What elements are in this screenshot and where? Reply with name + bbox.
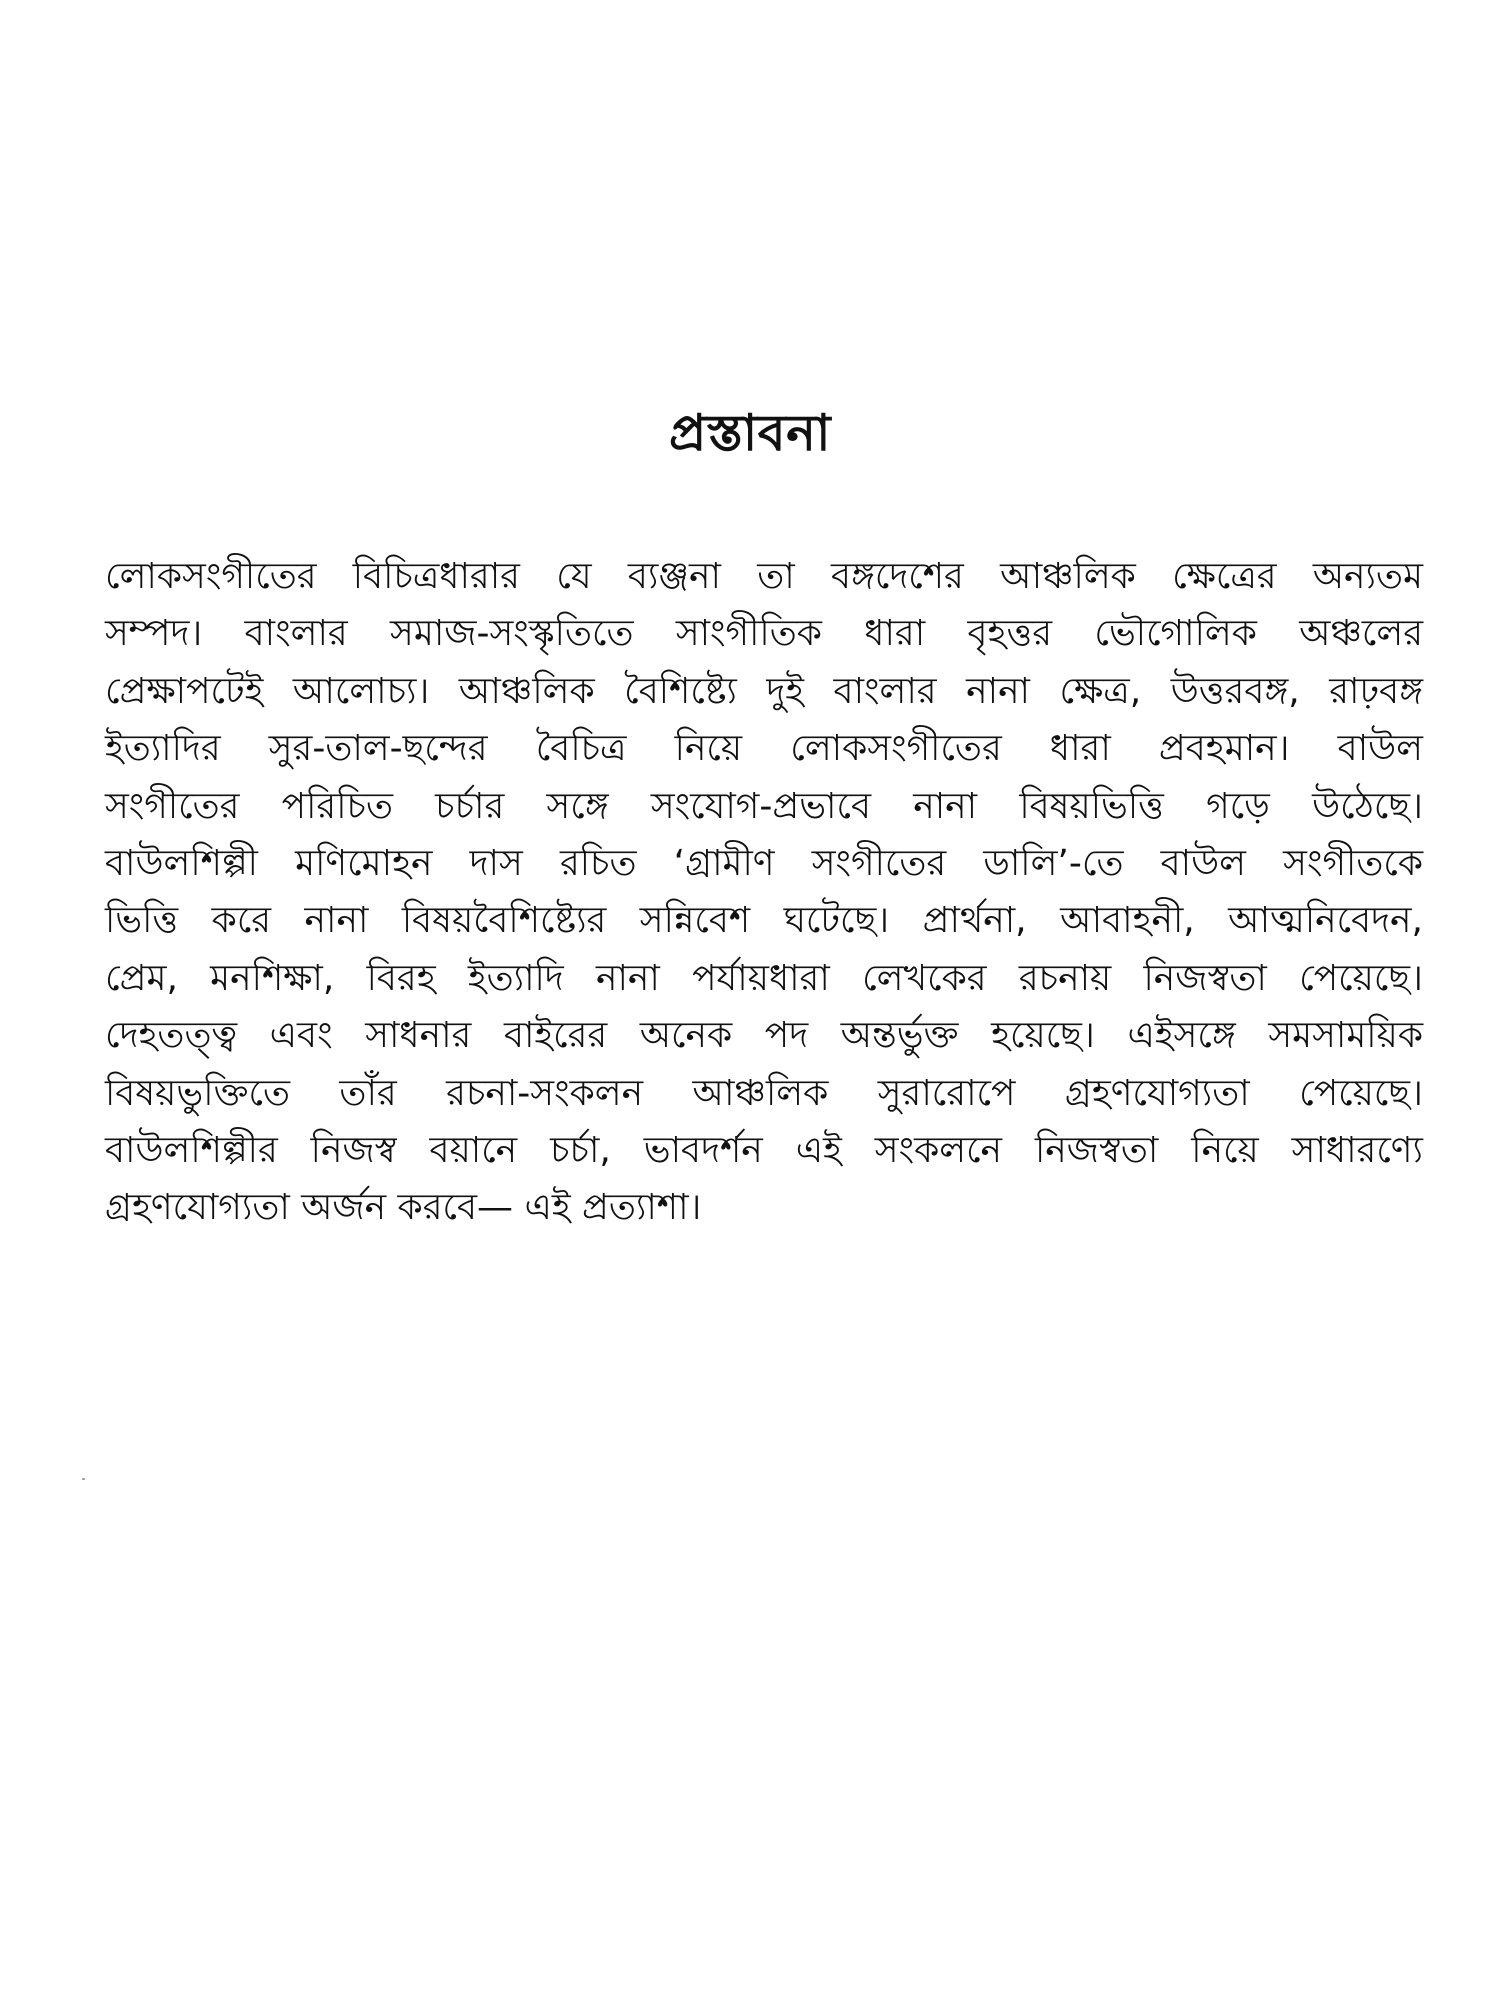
- text-line-6: বাউলশিল্পী মণিমোহন দাস রচিত ‘গ্রামীণ সংগীতের ডালি’-তে বাউল সংগীতকে: [105, 842, 1423, 884]
- text-line-9: দেহতত্ত্ব এবং সাধনার বাইরের অনেক পদ অন্তর্ভুক্ত হয়েছে। এইসঙ্গে সমসাময়িক: [105, 1015, 1423, 1057]
- text-line-11: বাউলশিল্পীর নিজস্ব বয়ানে চর্চা, ভাবদর্শন এই সংকলনে নিজস্বতা নিয়ে সাধারণ্যে: [105, 1129, 1423, 1171]
- text-line-12: গ্রহণযোগ্যতা অর্জন করবে— এই প্রত্যাশা।: [105, 1187, 702, 1229]
- text-line-3: প্রেক্ষাপটেই আলোচ্য। আঞ্চলিক বৈশিষ্ট্যে দুই বাংলার নানা ক্ষেত্র, উত্তরবঙ্গ, রাঢ়বঙ্গ: [105, 670, 1423, 712]
- text-line-8: প্রেম, মনশিক্ষা, বিরহ ইত্যাদি নানা পর্যায়ধারা লেখকের রচনায় নিজস্বতা পেয়েছে।: [105, 957, 1423, 999]
- text-line-1: লোকসংগীতের বিচিত্রধারার যে ব্যঞ্জনা তা বঙ্গদেশের আঞ্চলিক ক্ষেত্রের অন্যতম: [105, 556, 1423, 597]
- text-line-4: ইত্যাদির সুর-তাল-ছন্দের বৈচিত্র নিয়ে লোকসংগীতের ধারা প্রবহমান। বাউল: [105, 728, 1423, 770]
- text-line-2: সম্পদ। বাংলার সমাজ-সংস্কৃতিতে সাংগীতিক ধারা বৃহত্তর ভৌগোলিক অঞ্চলের: [105, 613, 1423, 655]
- preface-paragraph: [105, 548, 1423, 1237]
- scan-speck: [82, 1478, 85, 1480]
- page-title: প্রস্তাবনা: [669, 404, 831, 462]
- text-line-7: ভিত্তি করে নানা বিষয়বৈশিষ্ট্যের সন্নিবেশ ঘটেছে। প্রার্থনা, আবাহনী, আত্মনিবেদন,: [105, 900, 1423, 942]
- text-line-10: বিষয়ভুক্তিতে তাঁর রচনা-সংকলন আঞ্চলিক সুরারোপে গ্রহণযোগ্যতা পেয়েছে।: [105, 1072, 1423, 1114]
- text-line-5: সংগীতের পরিচিত চর্চার সঙ্গে সংযোগ-প্রভাবে নানা বিষয়ভিত্তি গড়ে উঠেছে।: [105, 785, 1423, 827]
